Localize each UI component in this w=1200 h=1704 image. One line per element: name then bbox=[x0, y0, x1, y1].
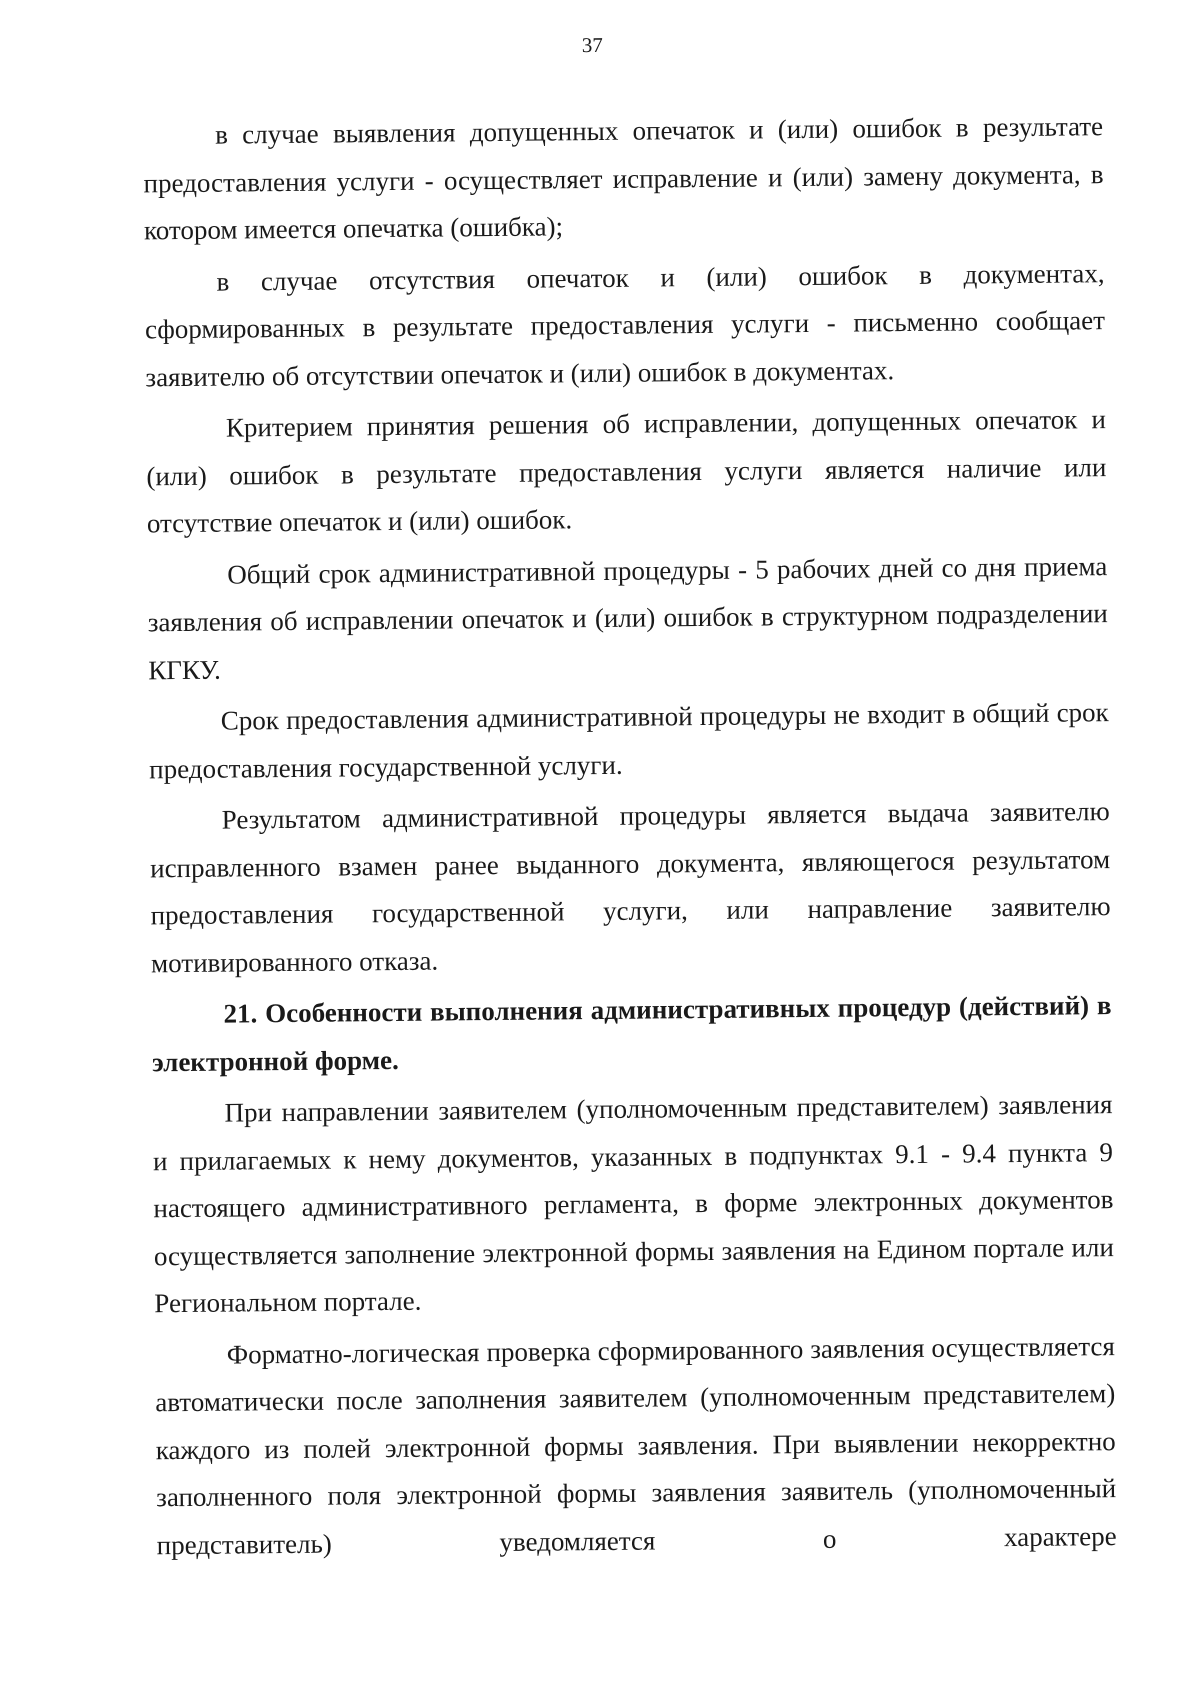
section-heading: 21. Особенности выполнения административных процедур (действий) в электронной форме. bbox=[151, 990, 1112, 1077]
paragraph-term-exclusion: Срок предоставления административной процедуры не входит в общий срок предоставления государственной услуги. bbox=[149, 697, 1109, 784]
paragraph-decision-criterion: Критерием принятия решения об исправлении, допущенных опечаток и (или) ошибок в результате предоставления услуги является наличие или отсутствие опечаток и (или) ошибок. bbox=[146, 404, 1107, 539]
page-number: 37 bbox=[581, 32, 603, 58]
paragraph-no-typos: в случае отсутствия опечаток и (или) ошибок в документах, сформированных в результате предоставления услуги - письменно сообщает заявителю об отсутствии опечаток и (или) ошибок в документах. bbox=[144, 257, 1106, 392]
paragraph-typo-correction: в случае выявления допущенных опечаток и (или) ошибок в результате предоставления услуги - осуществляет исправление и (или) замену документа, в котором имеется опечатка (ошибка); bbox=[143, 111, 1104, 246]
document-body bbox=[143, 103, 1117, 1573]
paragraph-procedure-result: Результатом административной процедуры является выдача заявителю исправленного взамен ранее выданного документа, являющегося результатом предоставления государственной услуги, или направление заявителю мотивированного отказа. bbox=[150, 796, 1111, 978]
paragraph-format-check: Форматно-логическая проверка сформированного заявления осуществляется автоматически после заполнения заявителем (уполномоченным представителем) каждого из полей электронной формы заявления. При выявлении некорректно заполненного поля электронной формы заявления заявитель (уполномоченный представитель) уведомляется о характере bbox=[155, 1330, 1117, 1560]
paragraph-total-term: Общий срок административной процедуры - 5 рабочих дней со дня приема заявления об исправлении опечаток и (или) ошибок в структурном подразделении КГКУ. bbox=[147, 550, 1108, 685]
paragraph-electronic-submission: При направлении заявителем (уполномоченным представителем) заявления и прилагаемых к нему документов, указанных в подпунктах 9.1 - 9.4 пункта 9 настоящего административного регламента, в форме электронных документов осуществляется заполнение электронной формы заявления на Едином портале или Региональном портале. bbox=[152, 1089, 1114, 1319]
